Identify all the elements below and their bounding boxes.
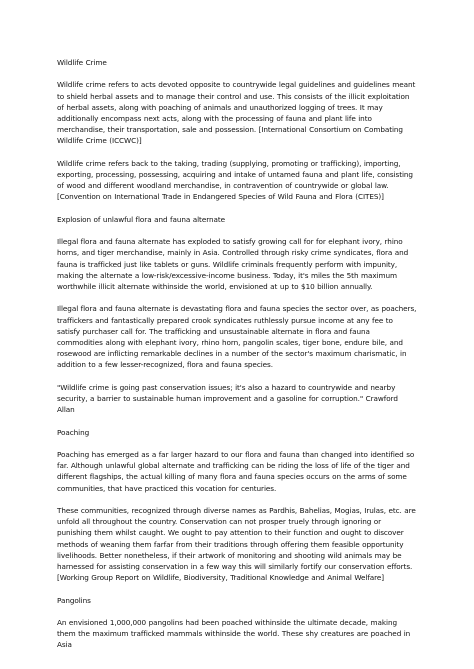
paragraph-iccwc-definition: Wildlife crime refers to acts devoted opposite to countrywide legal guidelines and guidelines meant to shield herbal assets and to manage their control and use. This consists of the illicit exploitation of herbal assets, along with poaching of animals and unauthorized logging of trees. It may additionally encompass next acts, along with the processing of fauna and plant life into merchandise, their transportation, sale and possession. [International Consortium on Combating Wildlife Crime (ICCWC)] [57, 80, 416, 146]
heading-poaching: Poaching [57, 427, 90, 437]
paragraph-poaching-threat: Poaching has emerged as a far larger hazard to our flora and fauna than changed into identified so far. Although unlawful global alternate and trafficking can be riding the loss of life of the tiger and different flagships, the actual killing of many flora and fauna species occurs on the arms of some communities, that have practiced this vocation for centuries. [57, 449, 415, 493]
heading-wildlife-crime: Wildlife Crime [57, 58, 107, 67]
heading-explosion-illegal-trade: Explosion of unlawful flora and fauna alternate [57, 214, 225, 224]
paragraph-poaching-communities: These communities, recognized through diverse names as Pardhis, Bahelias, Mogias, Irulas, etc. are unfold all throughout the country. Conservation can not prosper truely through ignoring or punishing them whilst caught. We ought to pay attention to their function and ought to discover methods of weaning them farfar from their traditions through offering them feasible opportunity livelihoods. Better nonetheless, if their artwork of monitoring and shooting wild animals may be harnessed for assisting conservation in a few way this will similarly fortify our conservation efforts. [Working Group Report on Wildlife, Biodiversity, Traditional Knowledge and Animal Welfare] [57, 505, 416, 583]
paragraph-pangolins: An envisioned 1,000,000 pangolins had been poached withinside the ultimate decade, making them the maximum trafficked mammals withinside the world. These shy creatures are poached in Asia [57, 617, 411, 650]
paragraph-illegal-trade-exploded: Illegal flora and fauna alternate has exploded to satisfy growing call for for elephant ivory, rhino horns, and tiger merchandise, mainly in Asia. Controlled through risky crime syndicates, flora and fauna is trafficked just like tablets or guns. Wildlife criminals frequently perform with impunity, making the alternate a low-risk/excessive-income business. Today, it's miles the 5th maximum worthwhile illicit alternate withinside the world, envisioned at up to $10 billion annually. [57, 237, 409, 291]
heading-pangolins: Pangolins [57, 595, 91, 605]
quote-crawford-allan: "Wildlife crime is going past conservation issues; it's also a hazard to countrywide and nearby security, a barrier to sustainable human improvement and a gasoline for corruption." Crawford Allan [57, 382, 398, 415]
paragraph-illegal-trade-devastating: Illegal flora and fauna alternate is devastating flora and fauna species the sector over, as poachers, traffickers and fantastically prepared crook syndicates ruthlessly pursue income at any fee to satisfy purchaser call for. The trafficking and unsustainable alternate in flora and fauna commodities along with elephant ivory, rhino horn, pangolin scales, tiger bone, endure bile, and rosewood are inflicting remarkable declines in a number of the sector's maximum charismatic, in addition to a few lesser-recognized, flora and fauna species. [57, 304, 417, 370]
paragraph-cites-definition: Wildlife crime refers back to the taking, trading (supplying, promoting or trafficking), importing, exporting, processing, possessing, acquiring and intake of untamed fauna and plant life, consisting of wood and different woodland merchandise, in contravention of countrywide or global law. [Convention on International Trade in Endangered Species of Wild Fauna and Flora (CITES)] [57, 158, 413, 202]
